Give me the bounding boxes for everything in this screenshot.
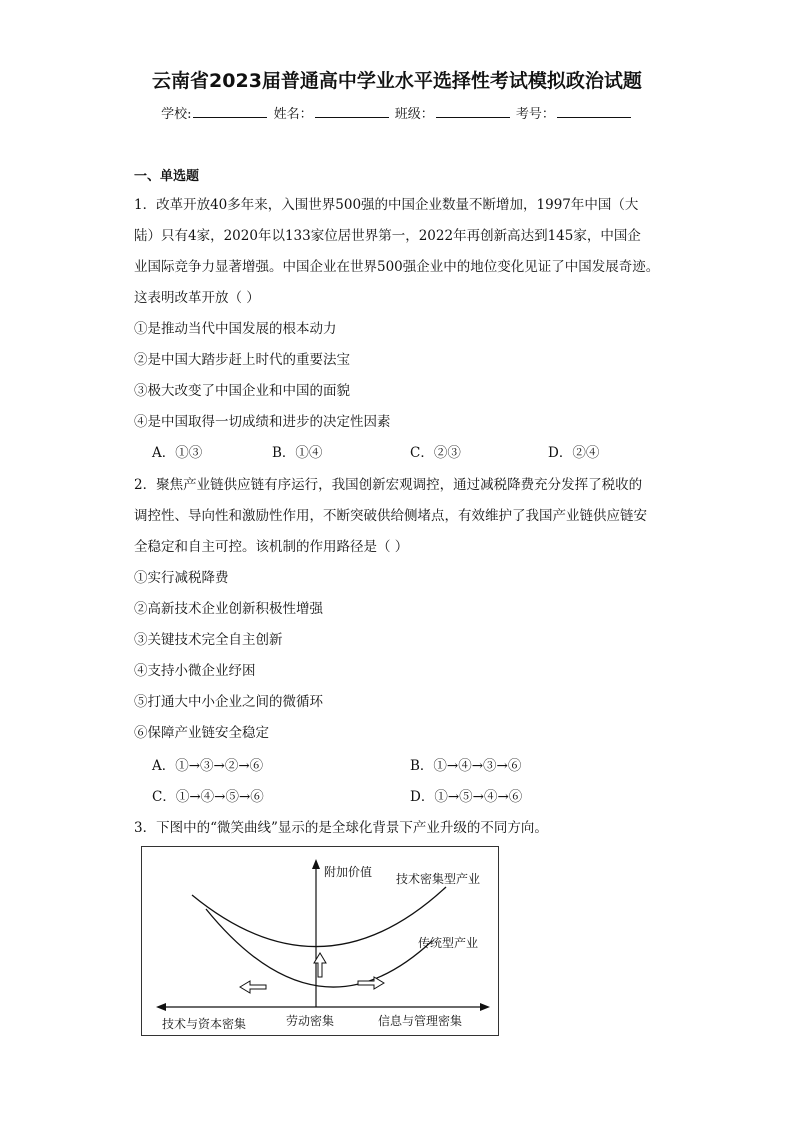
lower-curve-label: 传统型产业: [418, 936, 479, 950]
q1-statement: ②是中国大踏步赶上时代的重要法宝: [134, 352, 350, 368]
upper-curve: [192, 887, 446, 947]
q2-statement: ④支持小微企业纾困: [134, 663, 256, 679]
x-axis-left-arrow: [156, 1003, 166, 1011]
q1-option-c[interactable]: C．②③: [410, 445, 461, 461]
q1-line: 1．改革开放40多年来，入围世界500强的中国企业数量不断增加，1997年中国（大: [134, 197, 639, 213]
exam-title: 云南省2023届普通高中学业水平选择性考试模拟政治试题: [152, 70, 642, 92]
q2-line: 2．聚焦产业链供应链有序运行，我国创新宏观调控，通过减税降费充分发挥了税收的: [134, 477, 643, 493]
x-left-label: 技术与资本密集: [162, 1017, 247, 1031]
q2-option-c[interactable]: C．①→④→⑤→⑥: [152, 789, 264, 805]
q2-option-a[interactable]: A．①→③→②→⑥: [152, 758, 264, 774]
q2-statement: ⑥保障产业链安全稳定: [134, 725, 269, 741]
number-blank[interactable]: [557, 105, 631, 118]
q1-statement: ④是中国取得一切成绩和进步的决定性因素: [134, 414, 391, 430]
class-blank[interactable]: [436, 105, 510, 118]
student-info-line: [0, 103, 794, 122]
q2-statement: ①实行减税降费: [134, 570, 229, 586]
q2-statement: ③关键技术完全自主创新: [134, 632, 283, 648]
x-right-label: 信息与管理密集: [378, 1014, 463, 1028]
q1-line: 这表明改革开放（ ）: [134, 290, 260, 306]
left-arrow-icon: [240, 981, 266, 993]
school-blank[interactable]: [193, 105, 267, 118]
q1-line: 业国际竞争力显著增强。中国企业在世界500强企业中的地位变化见证了中国发展奇迹。: [134, 259, 660, 275]
school-label: 学校:: [161, 107, 192, 122]
name-blank[interactable]: [315, 105, 389, 118]
q2-option-b[interactable]: B．①→④→③→⑥: [410, 758, 522, 774]
x-center-label: 劳动密集: [286, 1014, 335, 1028]
number-label: 考号：: [515, 107, 555, 122]
q1-option-a[interactable]: A．①③: [152, 445, 203, 461]
q1-option-d[interactable]: D．②④: [548, 445, 600, 461]
smile-curve-diagram: [142, 847, 500, 1037]
section-title: 一、单选题: [134, 169, 200, 184]
q2-line: 调控性、导向性和激励性作用，不断突破供给侧堵点，有效维护了我国产业链供应链安: [134, 508, 647, 524]
q1-option-b[interactable]: B．①④: [272, 445, 323, 461]
q3-line: 3．下图中的“微笑曲线”显示的是全球化背景下产业升级的不同方向。: [134, 820, 548, 836]
q1-statement: ①是推动当代中国发展的根本动力: [134, 321, 337, 337]
name-label: 姓名：: [273, 107, 313, 122]
smile-curve-figure: [141, 846, 499, 1036]
y-axis-arrow: [312, 859, 320, 869]
q1-statement: ③极大改变了中国企业和中国的面貌: [134, 383, 350, 399]
x-axis-right-arrow: [480, 1003, 490, 1011]
class-label: 班级：: [394, 107, 434, 122]
q2-statement: ⑤打通大中小企业之间的微循环: [134, 694, 323, 710]
right-arrow-icon: [358, 977, 384, 989]
q1-line: 陆）只有4家，2020年以133家位居世界第一，2022年再创新高达到145家，中国企: [134, 228, 641, 244]
q2-option-d[interactable]: D．①→⑤→④→⑥: [410, 789, 523, 805]
q2-statement: ②高新技术企业创新积极性增强: [134, 601, 323, 617]
upper-curve-label: 技术密集型产业: [396, 872, 481, 886]
q2-line: 全稳定和自主可控。该机制的作用路径是（ ）: [134, 539, 409, 555]
y-axis-label: 附加价值: [324, 865, 373, 879]
